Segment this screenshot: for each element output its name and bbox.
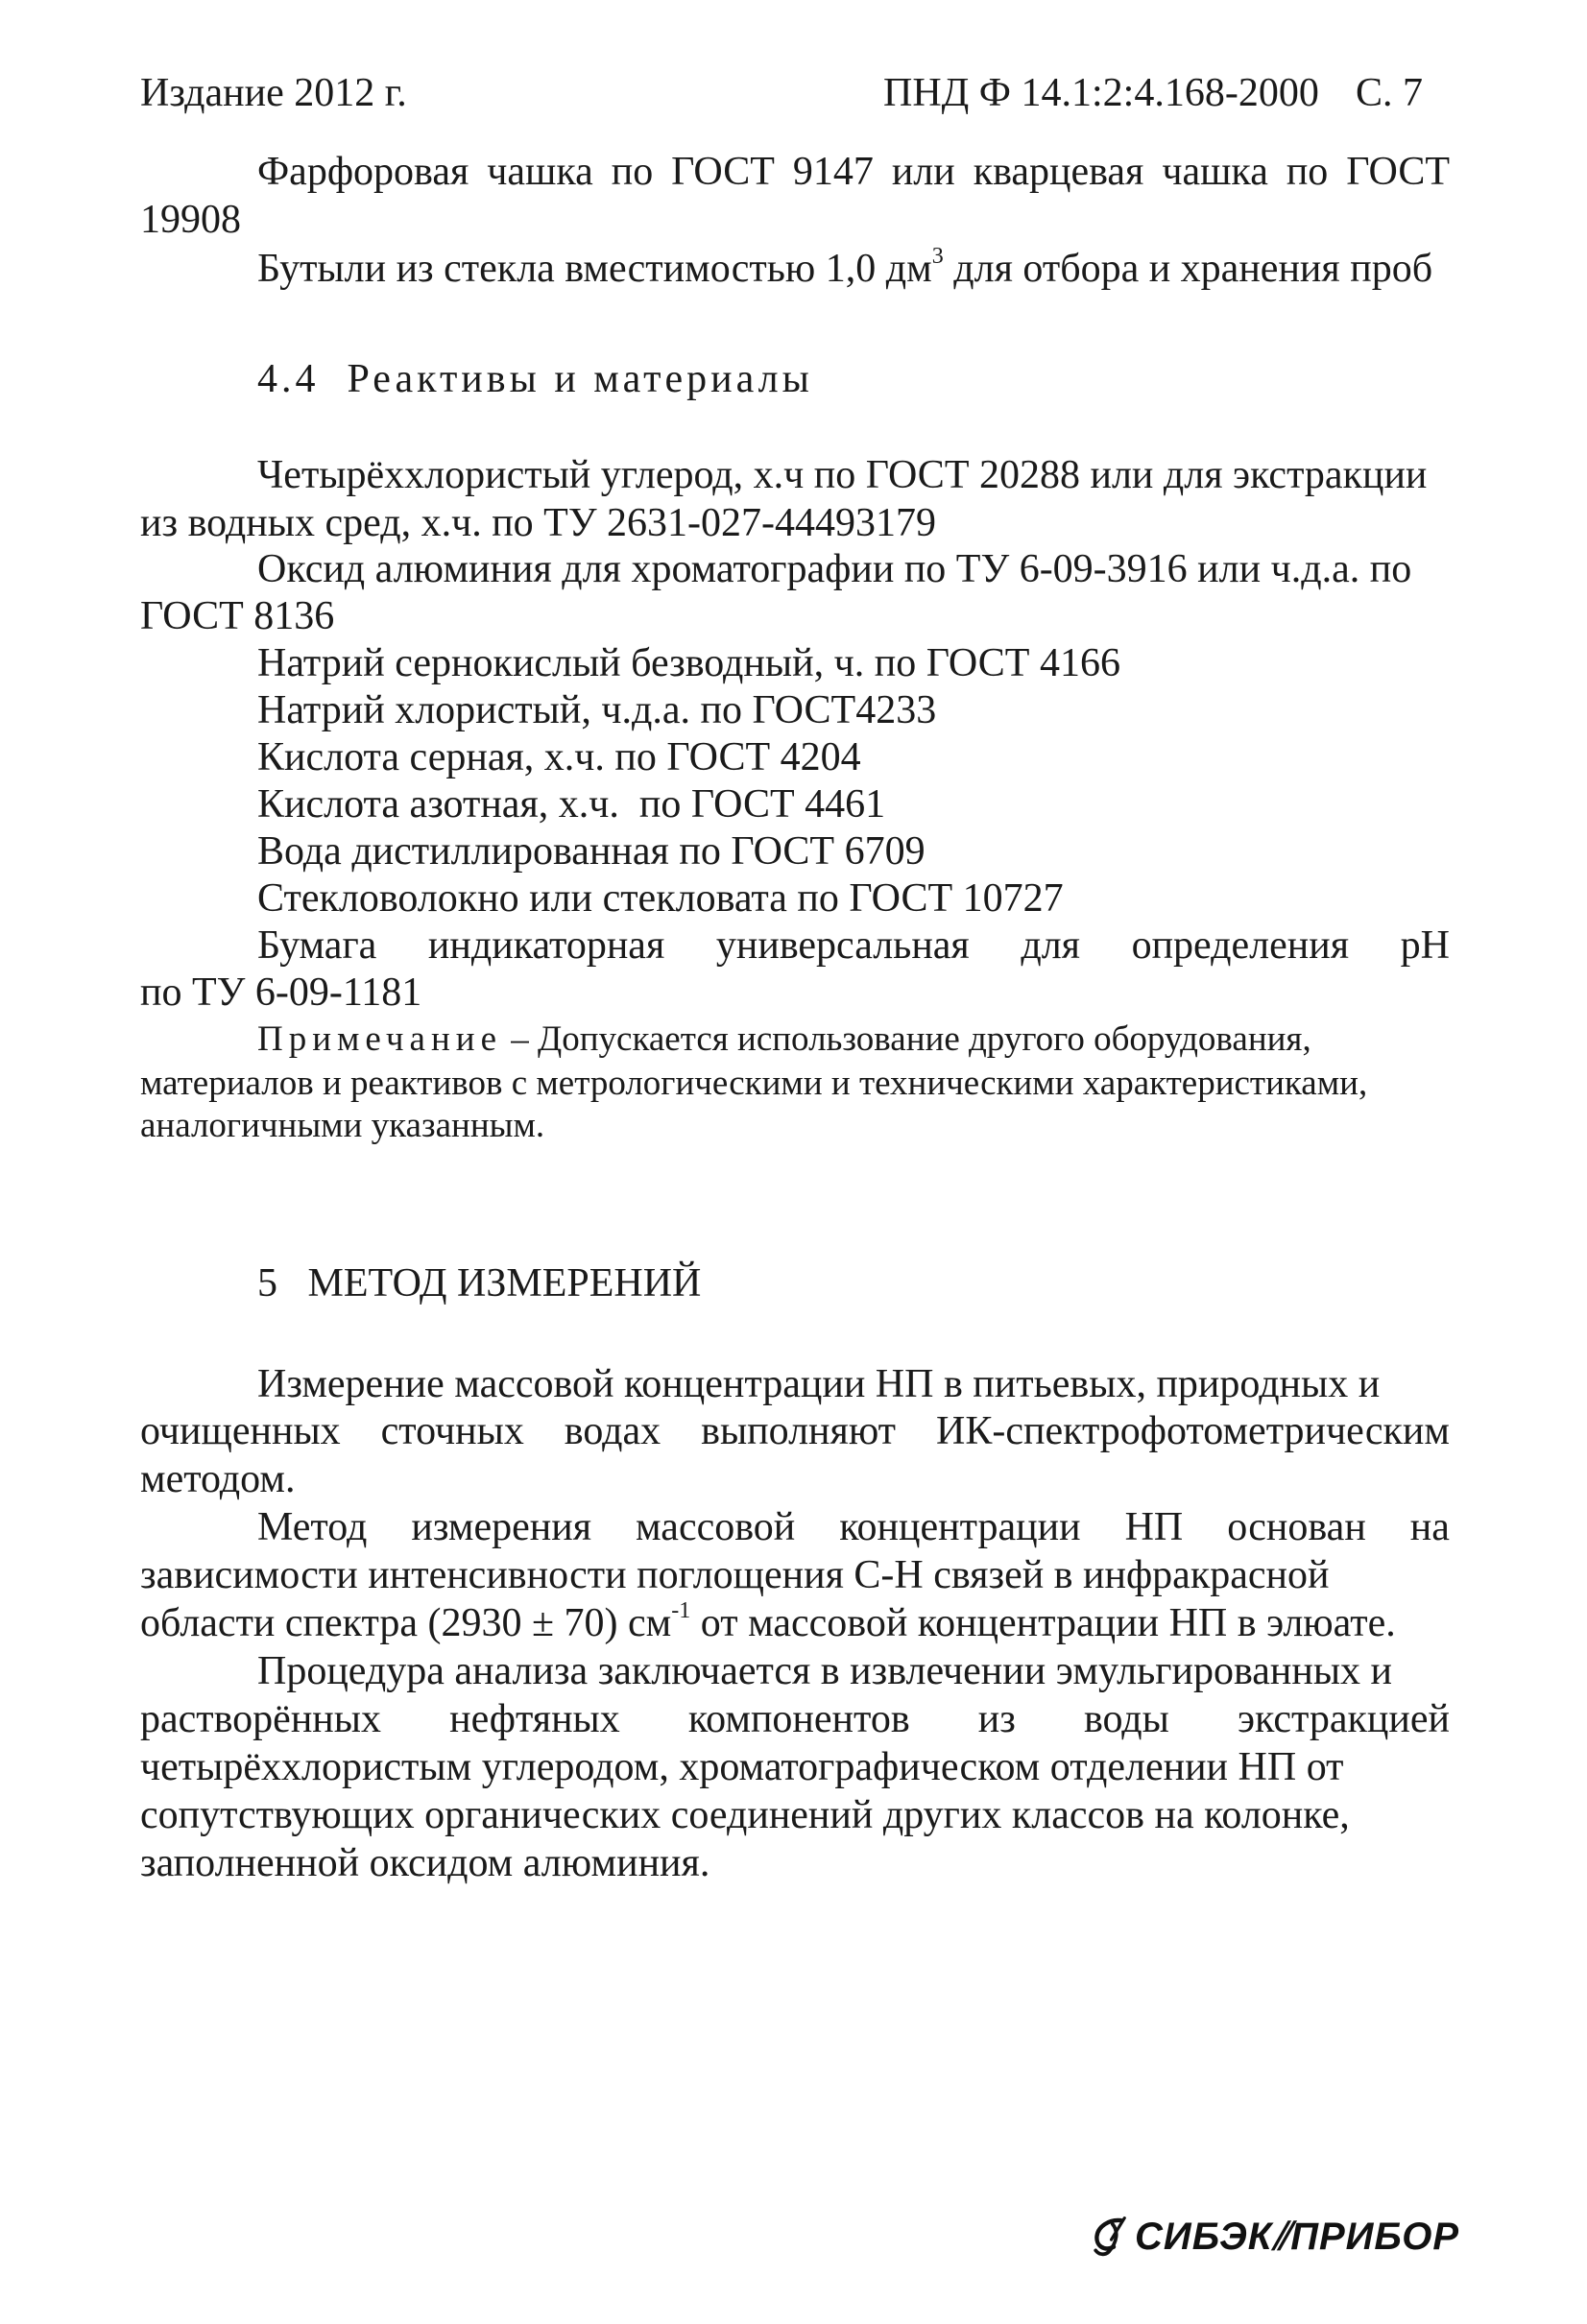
method-p2-line2: зависимости интенсивности поглощения С-Н связей в инфракрасной [140,1553,1330,1597]
method-p1-line2: очищенных сточных водах выполняют ИК-спектрофотометрическим [140,1409,1450,1453]
page-number: С. 7 [1356,71,1424,115]
equipment-porcelain-cup-cont: 19908 [140,198,241,242]
note-line-2: материалов и реактивов с метрологическими и техническими характеристиками, [140,1064,1368,1103]
method-p1-line1: Измерение массовой концентрации НП в питьевых, природных и [257,1362,1381,1406]
reagent-item-8: Стекловолокно или стекловата по ГОСТ 10727 [257,876,1064,921]
method-p3-line1: Процедура анализа заключается в извлечении эмульгированных и [257,1649,1393,1693]
reagent-item-5: Кислота серная, х.ч. по ГОСТ 4204 [257,735,861,779]
reagent-item-1: Четырёххлористый углерод, х.ч по ГОСТ 20288 или для экстракции [257,453,1428,497]
reagent-item-paper: Бумага индикаторная универсальная для определения pH [257,923,1450,968]
method-p1-line3: методом. [140,1457,296,1501]
reagent-item-3: Натрий сернокислый безводный, ч. по ГОСТ 4166 [257,641,1120,685]
method-p2-line1: Метод измерения массовой концентрации НП основан на [257,1505,1450,1549]
method-p3-line2: растворённых нефтяных компонентов из воды экстракцией [140,1697,1450,1741]
note-label: Примечание [257,1019,502,1059]
sibekpribor-logo-icon [1085,2203,1133,2270]
reagent-item-1-cont: из водных сред, х.ч. по ТУ 2631-027-44493179 [140,501,937,545]
equipment-porcelain-cup-line: Фарфоровая чашка по ГОСТ 9147 или кварцевая чашка по ГОСТ [257,150,1450,194]
reagent-item-7: Вода дистиллированная по ГОСТ 6709 [257,829,926,874]
section-5-heading: 5 МЕТОД ИЗМЕРЕНИЙ [257,1261,702,1306]
note-line-1: Примечание – Допускается использование другого оборудования, [257,1019,1311,1059]
equipment-bottles-line: Бутыли из стекла вместимостью 1,0 $дм^3$ для отбора и хранения проб [257,244,1433,291]
document-code: ПНД Ф 14.1:2:4.168-2000 [883,71,1319,115]
reagent-item-paper-cont: по ТУ 6-09-1181 [140,970,422,1015]
reagent-item-6: Кислота азотная, х.ч. по ГОСТ 4461 [257,782,886,827]
note-line-3: аналогичными указанным. [140,1106,545,1145]
section-4-4-heading: 4.4 Реактивы и материалы [257,357,813,401]
reagent-item-4: Натрий хлористый, ч.д.а. по ГОСТ4233 [257,688,937,732]
company-logo-text: СИБЭК⫽ПРИБОР [1135,2215,1459,2258]
reagent-item-2: Оксид алюминия для хроматографии по ТУ 6-09-3916 или ч.д.а. по [257,547,1412,591]
method-p3-line5: заполненной оксидом алюминия. [140,1841,710,1885]
reagent-item-2-cont: ГОСТ 8136 [140,594,335,638]
method-p2-line3: области спектра (2930 ± 70) $см^{-1}$ от массовой концентрации НП в элюате. [140,1598,1396,1645]
method-p3-line3: четырёххлористым углеродом, хроматографическом отделении НП от [140,1745,1344,1789]
edition-label: Издание 2012 г. [140,71,407,115]
method-p3-line4: сопутствующих органических соединений других классов на колонке, [140,1793,1350,1837]
company-logo [1085,2203,1459,2270]
